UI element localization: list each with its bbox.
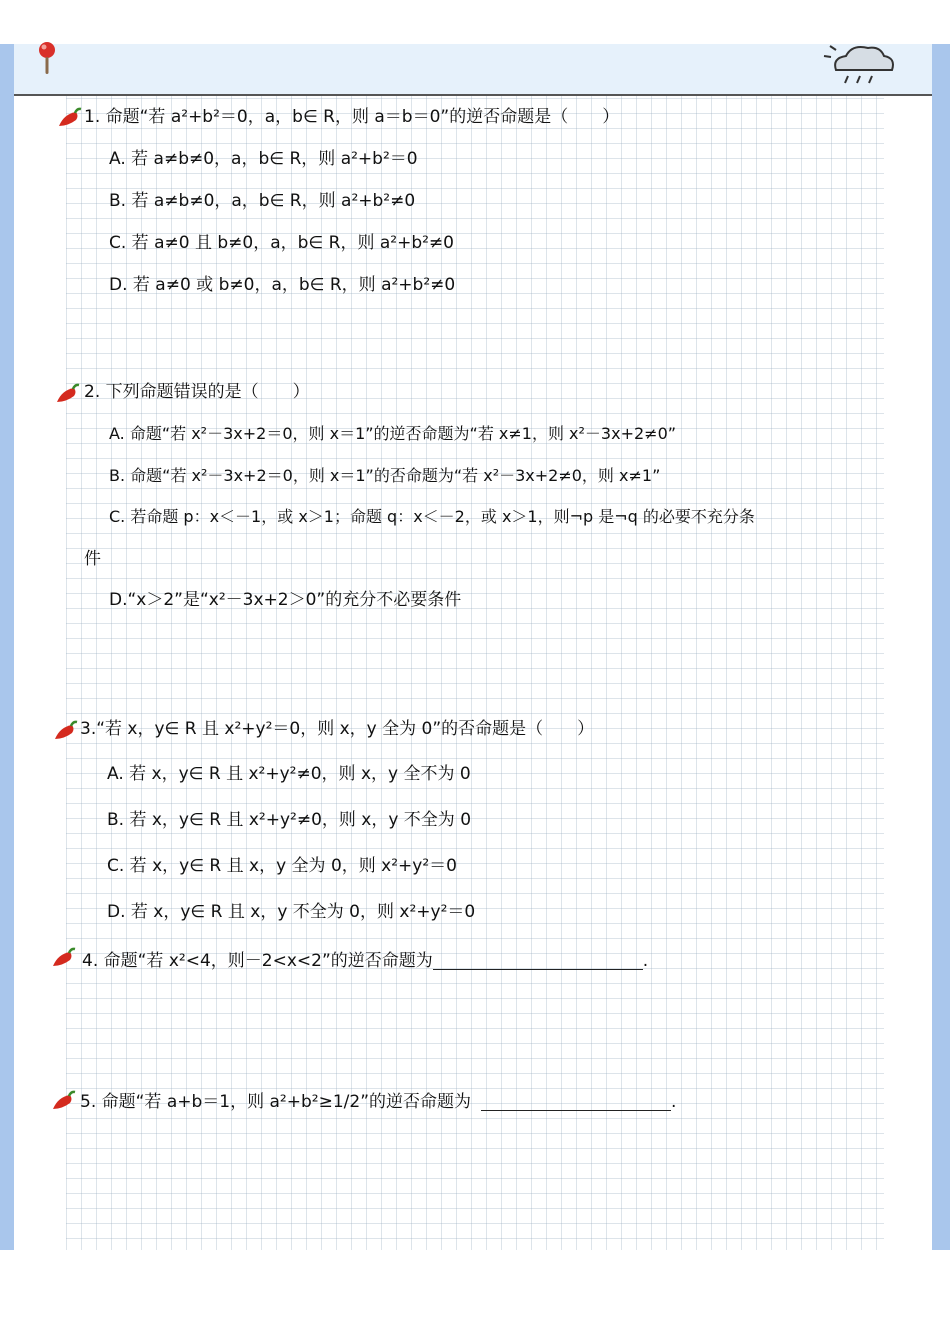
q1-option-b[interactable]: B. 若 a≠b≠0，a，b∈ R，则 a²+b²≠0 [109,191,416,211]
q2-option-d[interactable]: D.“x＞2”是“x²－3x+2＞0”的充分不必要条件 [109,590,462,610]
chili-pepper-icon [50,1089,76,1113]
q5-end: . [671,1092,677,1112]
q2-option-b[interactable]: B. 命题“若 x²－3x+2＝0，则 x＝1”的否命题为“若 x²－3x+2≠0，则 x≠1” [109,466,661,485]
grid-paper [14,96,932,1250]
q5-answer-blank[interactable] [481,1094,671,1111]
q2-option-c-continuation: 件 [84,549,101,569]
paper-margin-left [14,96,66,1250]
q5-stem [80,1091,676,1113]
q3-option-a[interactable]: A. 若 x，y∈ R 且 x²+y²≠0，则 x，y 全不为 0 [107,764,471,784]
q1-option-c[interactable]: C. 若 a≠0 且 b≠0，a，b∈ R，则 a²+b²≠0 [109,233,454,253]
q1-option-a[interactable]: A. 若 a≠b≠0，a，b∈ R，则 a²+b²＝0 [109,149,418,169]
q3-option-b[interactable]: B. 若 x，y∈ R 且 x²+y²≠0，则 x，y 不全为 0 [107,810,472,830]
header-band [14,44,932,96]
q1-option-d[interactable]: D. 若 a≠0 或 b≠0，a，b∈ R，则 a²+b²≠0 [109,275,456,295]
q4-answer-blank[interactable] [433,953,643,970]
chili-pepper-icon [52,719,78,743]
chili-pepper-icon [56,106,82,130]
q4-stem-text: 4. 命题“若 x²<4，则－2<x<2”的逆否命题为 [82,951,433,971]
q4-end: . [642,951,649,971]
q3-option-c[interactable]: C. 若 x，y∈ R 且 x，y 全为 0，则 x²+y²＝0 [107,856,457,876]
q1-stem: 1. 命题“若 a²+b²＝0，a，b∈ R，则 a＝b＝0”的逆否命题是（ ） [84,107,620,127]
paper-margin-right [884,96,932,1250]
rain-cloud-icon [818,40,902,88]
q3-option-d[interactable]: D. 若 x，y∈ R 且 x，y 不全为 0，则 x²+y²＝0 [107,902,476,922]
q2-option-c[interactable]: C. 若命题 p：x＜－1，或 x＞1；命题 q：x＜－2，或 x＞1，则¬p 是¬q 的必要不充分条 [109,507,755,526]
chili-pepper-icon [50,946,76,970]
q2-stem: 2. 下列命题错误的是（ ） [84,382,310,402]
pushpin-icon [34,40,60,76]
chili-pepper-icon [54,382,80,406]
q2-option-a[interactable]: A. 命题“若 x²－3x+2＝0，则 x＝1”的逆否命题为“若 x≠1，则 x²－3x+2≠0” [109,424,677,443]
q4-stem [82,950,648,972]
q3-stem: 3.“若 x，y∈ R 且 x²+y²＝0，则 x，y 全为 0”的否命题是（ ） [80,719,595,739]
q5-stem-text: 5. 命题“若 a+b＝1，则 a²+b²≥1/2”的逆否命题为 [80,1092,471,1112]
